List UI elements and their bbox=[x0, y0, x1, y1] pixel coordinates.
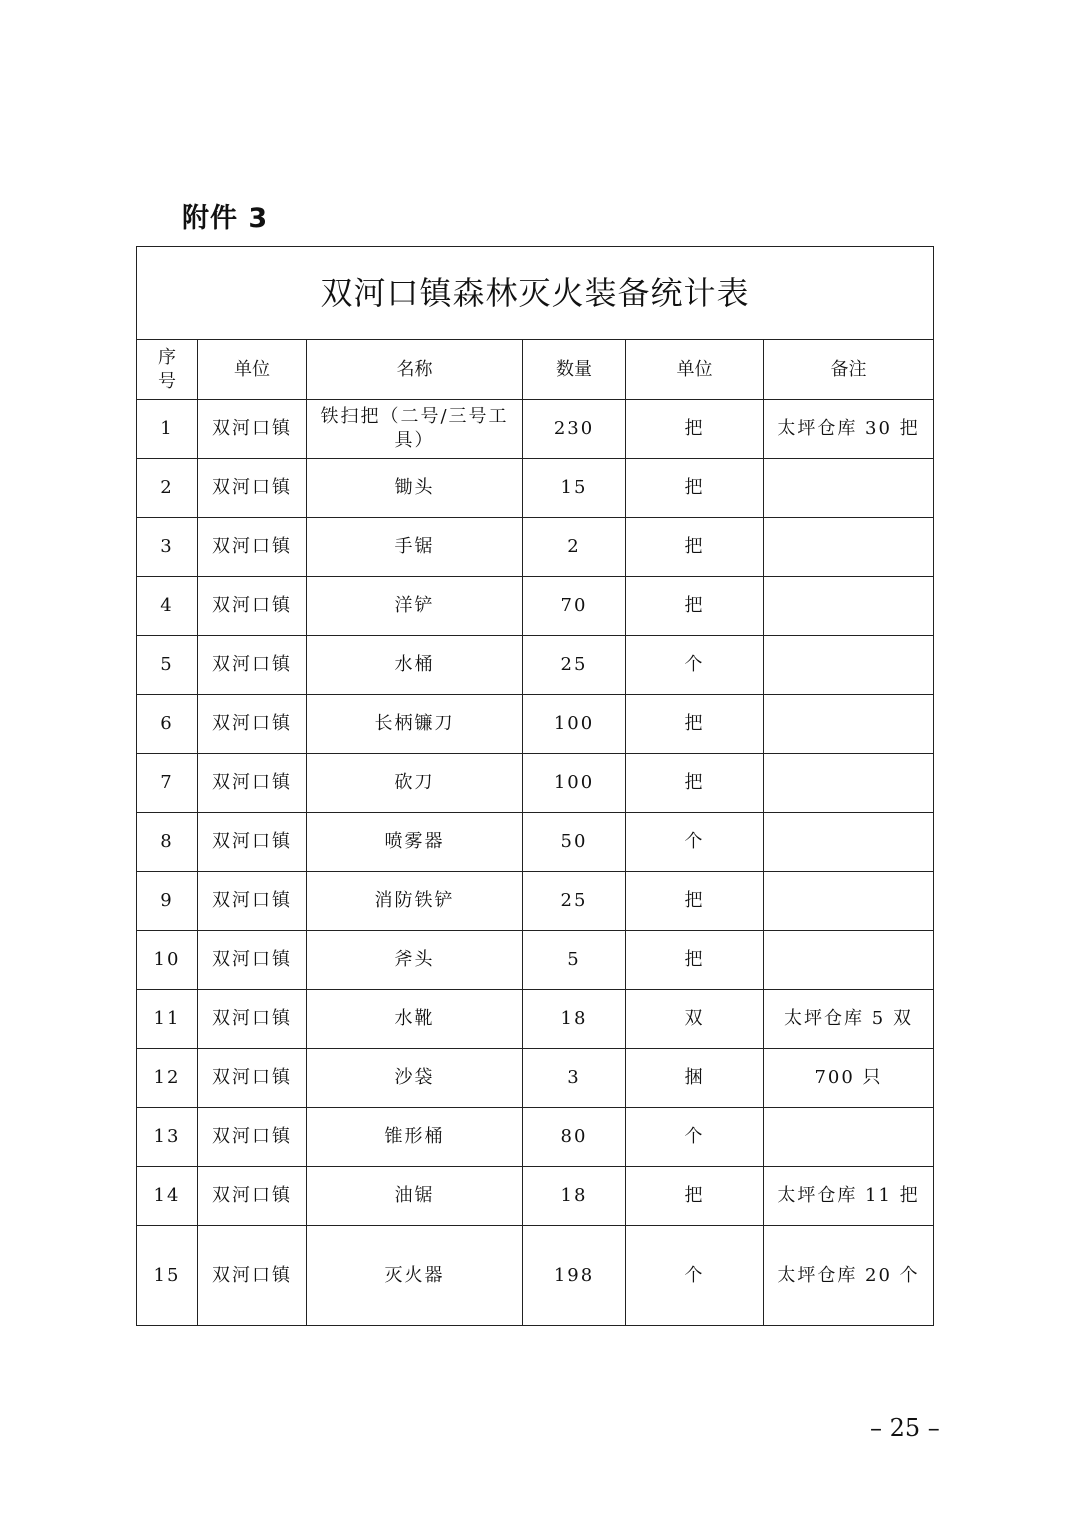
cell-qty: 3 bbox=[523, 1049, 626, 1108]
cell-note: 太坪仓库 30 把 bbox=[764, 400, 934, 459]
cell-unit: 双河口镇 bbox=[198, 1167, 307, 1226]
cell-seq: 11 bbox=[137, 990, 198, 1049]
cell-seq: 6 bbox=[137, 695, 198, 754]
cell-name: 沙袋 bbox=[307, 1049, 523, 1108]
table-row bbox=[137, 1108, 934, 1167]
cell-qty: 230 bbox=[523, 400, 626, 459]
cell-note: 太坪仓库 11 把 bbox=[764, 1167, 934, 1226]
cell-measure: 把 bbox=[626, 577, 764, 636]
cell-note bbox=[764, 754, 934, 813]
cell-measure: 把 bbox=[626, 400, 764, 459]
cell-seq: 15 bbox=[137, 1226, 198, 1326]
header-unit: 单位 bbox=[198, 340, 307, 400]
cell-name: 喷雾器 bbox=[307, 813, 523, 872]
cell-qty: 18 bbox=[523, 1167, 626, 1226]
cell-seq: 4 bbox=[137, 577, 198, 636]
cell-measure: 捆 bbox=[626, 1049, 764, 1108]
header-seq bbox=[137, 340, 198, 400]
cell-name: 水桶 bbox=[307, 636, 523, 695]
cell-measure: 把 bbox=[626, 872, 764, 931]
table-row bbox=[137, 1049, 934, 1108]
cell-qty: 2 bbox=[523, 518, 626, 577]
cell-qty: 18 bbox=[523, 990, 626, 1049]
table-row bbox=[137, 695, 934, 754]
cell-name: 锄头 bbox=[307, 459, 523, 518]
table-row bbox=[137, 518, 934, 577]
cell-name: 长柄镰刀 bbox=[307, 695, 523, 754]
cell-name: 洋铲 bbox=[307, 577, 523, 636]
cell-name: 铁扫把（二号/三号工具） bbox=[307, 400, 523, 459]
header-note: 备注 bbox=[764, 340, 934, 400]
cell-qty: 198 bbox=[523, 1226, 626, 1326]
cell-qty: 100 bbox=[523, 695, 626, 754]
cell-note bbox=[764, 931, 934, 990]
header-seq-line2: 号 bbox=[158, 370, 176, 392]
cell-seq: 13 bbox=[137, 1108, 198, 1167]
cell-note: 太坪仓库 5 双 bbox=[764, 990, 934, 1049]
cell-seq: 10 bbox=[137, 931, 198, 990]
cell-name: 手锯 bbox=[307, 518, 523, 577]
cell-unit: 双河口镇 bbox=[198, 754, 307, 813]
cell-note bbox=[764, 813, 934, 872]
cell-note: 700 只 bbox=[764, 1049, 934, 1108]
cell-note: 太坪仓库 20 个 bbox=[764, 1226, 934, 1326]
header-seq-line1: 序 bbox=[158, 346, 176, 368]
table-row bbox=[137, 1226, 934, 1326]
cell-qty: 100 bbox=[523, 754, 626, 813]
cell-measure: 把 bbox=[626, 754, 764, 813]
cell-name: 灭火器 bbox=[307, 1226, 523, 1326]
header-measure: 单位 bbox=[626, 340, 764, 400]
header-qty: 数量 bbox=[523, 340, 626, 400]
cell-seq: 5 bbox=[137, 636, 198, 695]
table-title: 双河口镇森林灭火装备统计表 bbox=[137, 247, 934, 340]
table-row bbox=[137, 931, 934, 990]
cell-seq: 9 bbox=[137, 872, 198, 931]
cell-measure: 双 bbox=[626, 990, 764, 1049]
header-row bbox=[137, 340, 934, 400]
cell-seq: 8 bbox=[137, 813, 198, 872]
cell-measure: 个 bbox=[626, 1108, 764, 1167]
cell-unit: 双河口镇 bbox=[198, 577, 307, 636]
table-row bbox=[137, 459, 934, 518]
table-row bbox=[137, 872, 934, 931]
cell-name: 消防铁铲 bbox=[307, 872, 523, 931]
cell-measure: 个 bbox=[626, 636, 764, 695]
attachment-label: 附件 3 bbox=[182, 203, 269, 234]
cell-unit: 双河口镇 bbox=[198, 695, 307, 754]
cell-unit: 双河口镇 bbox=[198, 1226, 307, 1326]
cell-measure: 把 bbox=[626, 1167, 764, 1226]
cell-measure: 把 bbox=[626, 931, 764, 990]
cell-seq: 1 bbox=[137, 400, 198, 459]
cell-seq: 7 bbox=[137, 754, 198, 813]
cell-unit: 双河口镇 bbox=[198, 1108, 307, 1167]
header-name: 名称 bbox=[307, 340, 523, 400]
equipment-table bbox=[136, 246, 934, 1326]
cell-qty: 5 bbox=[523, 931, 626, 990]
table-row bbox=[137, 577, 934, 636]
cell-name: 锥形桶 bbox=[307, 1108, 523, 1167]
table-row bbox=[137, 990, 934, 1049]
cell-note bbox=[764, 695, 934, 754]
cell-name: 水靴 bbox=[307, 990, 523, 1049]
cell-measure: 把 bbox=[626, 695, 764, 754]
table-row bbox=[137, 636, 934, 695]
cell-note bbox=[764, 459, 934, 518]
table-row bbox=[137, 813, 934, 872]
cell-note bbox=[764, 518, 934, 577]
cell-unit: 双河口镇 bbox=[198, 400, 307, 459]
cell-qty: 15 bbox=[523, 459, 626, 518]
cell-unit: 双河口镇 bbox=[198, 636, 307, 695]
cell-unit: 双河口镇 bbox=[198, 813, 307, 872]
cell-seq: 14 bbox=[137, 1167, 198, 1226]
cell-seq: 12 bbox=[137, 1049, 198, 1108]
cell-unit: 双河口镇 bbox=[198, 518, 307, 577]
cell-unit: 双河口镇 bbox=[198, 990, 307, 1049]
cell-note bbox=[764, 577, 934, 636]
cell-seq: 3 bbox=[137, 518, 198, 577]
cell-unit: 双河口镇 bbox=[198, 1049, 307, 1108]
cell-unit: 双河口镇 bbox=[198, 459, 307, 518]
cell-measure: 把 bbox=[626, 518, 764, 577]
cell-note bbox=[764, 636, 934, 695]
table-row bbox=[137, 754, 934, 813]
cell-qty: 25 bbox=[523, 872, 626, 931]
cell-name: 油锯 bbox=[307, 1167, 523, 1226]
cell-seq: 2 bbox=[137, 459, 198, 518]
cell-unit: 双河口镇 bbox=[198, 872, 307, 931]
cell-name: 砍刀 bbox=[307, 754, 523, 813]
cell-name: 斧头 bbox=[307, 931, 523, 990]
table-row bbox=[137, 400, 934, 459]
cell-measure: 个 bbox=[626, 1226, 764, 1326]
cell-note bbox=[764, 1108, 934, 1167]
cell-qty: 50 bbox=[523, 813, 626, 872]
cell-qty: 80 bbox=[523, 1108, 626, 1167]
page-number: – 25 – bbox=[870, 1414, 940, 1442]
cell-measure: 把 bbox=[626, 459, 764, 518]
cell-unit: 双河口镇 bbox=[198, 931, 307, 990]
cell-note bbox=[764, 872, 934, 931]
cell-qty: 70 bbox=[523, 577, 626, 636]
cell-qty: 25 bbox=[523, 636, 626, 695]
cell-measure: 个 bbox=[626, 813, 764, 872]
table-row bbox=[137, 1167, 934, 1226]
